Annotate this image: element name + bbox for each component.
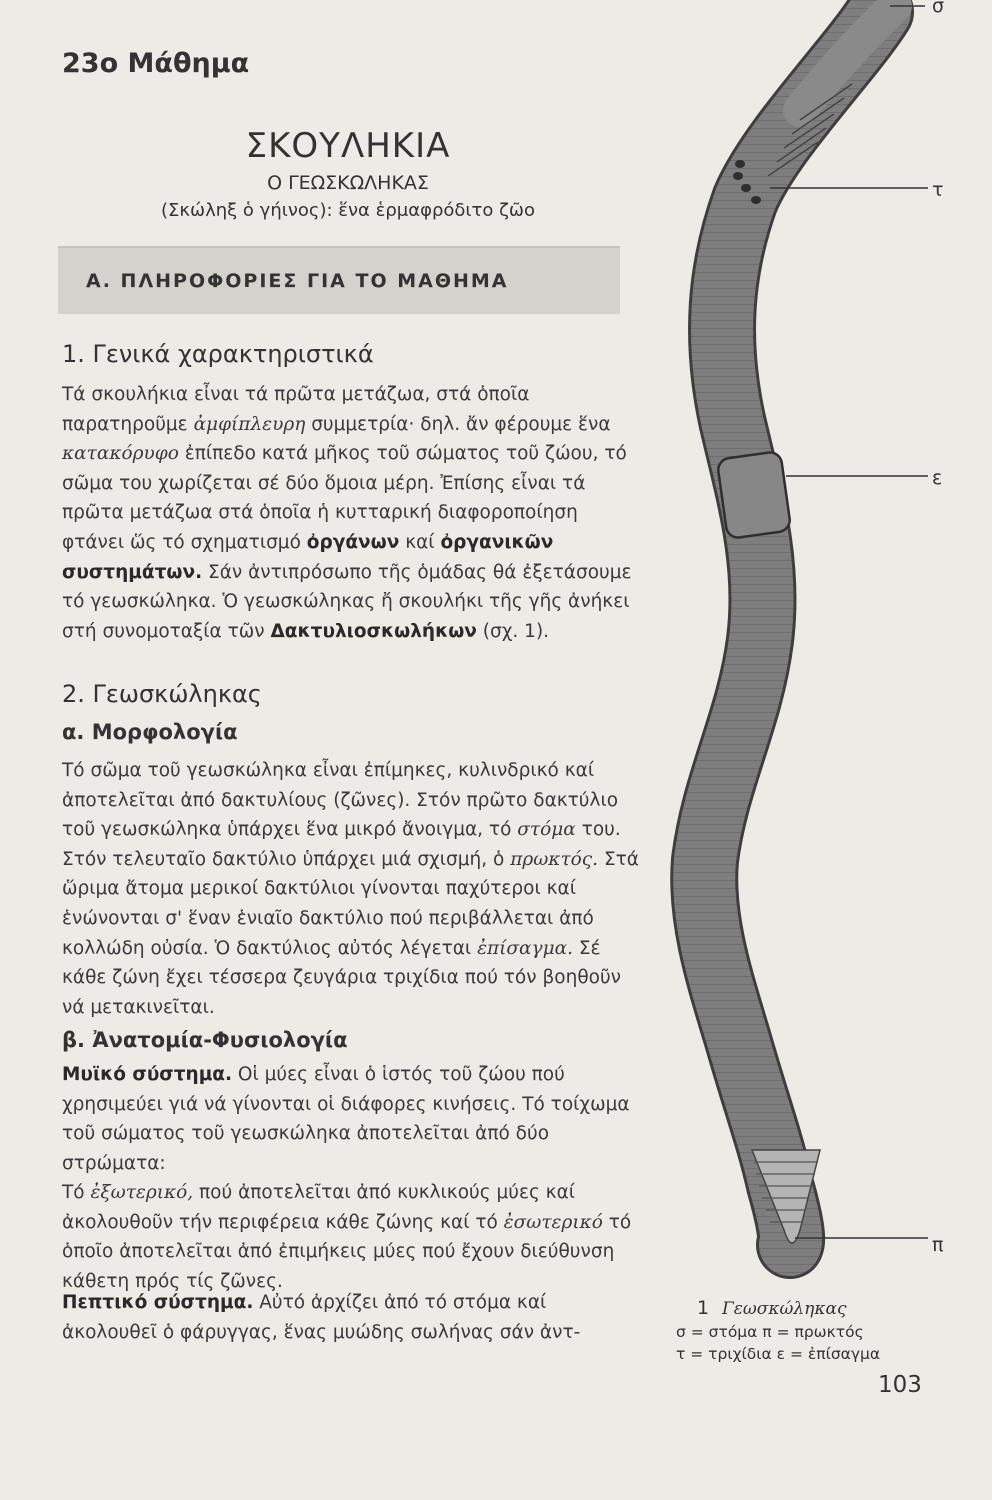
section-banner-text: Α. ΠΛΗΡΟΦΟΡΙΕΣ ΓΙΑ ΤΟ ΜΑΘΗΜΑ (86, 270, 509, 292)
bold-digestive-system: Πεπτικό σύστημα. (62, 1292, 254, 1313)
emphasis-outer: ἐξωτερικό, (90, 1182, 194, 1203)
emphasis-bilateral: ἀμφίπλευρη (193, 413, 306, 435)
lesson-number: 23ο Μάθημα (62, 48, 250, 79)
paragraph-digestive-system: Πεπτικό σύστημα. Αὐτό ἀρχίζει ἀπό τό στόμα καί ἀκολουθεῖ ὁ φάρυγγας, ἕνας μυώδης σωλήνας σάν ἀντ- (62, 1292, 581, 1343)
section-banner (58, 246, 620, 314)
page-subtitle: Ο ΓΕΩΣΚΩΛΗΚΑΣ (267, 172, 429, 194)
heading-anatomy-physiology: β. Ἀνατομία-Φυσιολογία (62, 1028, 348, 1052)
paragraph-muscular-system: Μυϊκό σύστημα. Οἱ μύες εἶναι ὁ ἱστός τοῦ ζώου πού χρησιμεύει γιά νά γίνονται οἱ διάφορες κινήσεις. Τό τοίχωμα τοῦ σώματος τοῦ γεωσκώληκα ἀποτελεῖται ἀπό δύο στρώματα: (62, 1064, 630, 1174)
label-mouth: σ (932, 0, 945, 17)
page-title: ΣΚΟΥΛΗΚΙΑ (245, 126, 451, 166)
label-anus: π (932, 1234, 944, 1256)
page-description: (Σκώληξ ὁ γήινος): ἕνα ἑρμαφρόδιτο ζῶο (161, 200, 535, 221)
page-number: 103 (878, 1372, 922, 1398)
bold-organs: ὀργάνων (306, 531, 400, 553)
heading-earthworm: 2. Γεωσκώληκας (62, 680, 262, 708)
emphasis-vertical: κατακόρυφο (62, 443, 179, 465)
paragraph-muscle-layers: Τό ἐξωτερικό, πού ἀποτελεῖται ἀπό κυκλικούς μύες καί ἀκολουθοῦν τήν περιφέρεια κάθε ζώνης καί τό ἐσωτερικό τό ὁποῖο ἀποτελεῖται ἀπό ἐπιμήκεις μύες πού ἔχουν διεύθυνση κάθετη πρός τίς ζῶνες. (62, 1182, 632, 1292)
figure-number: 1 (697, 1297, 710, 1319)
emphasis-inner: ἐσωτερικό (503, 1211, 603, 1233)
figure-legend-line-1: σ = στόμα π = πρωκτός (676, 1323, 864, 1341)
figure-legend-line-2: τ = τριχίδια ε = ἐπίσαγμα (676, 1345, 881, 1363)
bold-muscular-system: Μυϊκό σύστημα. (62, 1064, 233, 1085)
label-bristles: τ (932, 179, 944, 201)
emphasis-mouth: στόμα (517, 819, 576, 841)
worm-body (704, 12, 880, 1245)
heading-morphology: α. Μορφολογία (62, 720, 238, 744)
emphasis-anus: πρωκτός. (510, 848, 599, 870)
bold-organ-systems: ὀργανικῶν συστημάτων. (62, 531, 554, 583)
paragraph-morphology: Τό σῶμα τοῦ γεωσκώληκα εἶναι ἐπίμηκες, κυλινδρικό καί ἀποτελεῖται ἀπό δακτυλίους (ζῶνες). Στόν πρῶτο δακτύλιο τοῦ γεωσκώληκα ὑπάρχει ἕνα μικρό ἄνοιγμα, τό στόμα του. Στόν τελευταῖο δακτύλιο ὑπάρχει μιά σχισμή, ὁ πρωκτός. Στά ὥριμα ἄτομα μερικοί δακτύλιοι γίνονται παχύτεροι καί ἑνώνονται σ' ἕναν ἑνιαῖο δακτύλιο πού περιβάλλεται ἀπό κολλώδη οὐσία. Ὁ δακτύλιος αὐτός λέγεται ἐπίσαγμα. Σέ κάθε ζώνη ἔχει τέσσερα ζευγάρια τριχίδια πού τόν βοηθοῦν νά μετακινεῖται. (62, 760, 639, 1018)
bold-annelids: Δακτυλιοσκωλήκων (270, 620, 477, 642)
figure-title: Γεωσκώληκας (722, 1299, 847, 1319)
heading-general-characteristics: 1. Γενικά χαρακτηριστικά (62, 340, 374, 368)
paragraph-general: Τά σκουλήκια εἶναι τά πρῶτα μετάζωα, στά ὁποῖα παρατηροῦμε ἀμφίπλευρη συμμετρία· δηλ. ἄν φέρουμε ἕνα κατακόρυφο ἐπίπεδο κατά μῆκος τοῦ σώματος τοῦ ζώου, τό σῶμα του χωρίζεται σέ δύο ὅμοια μέρη. Ἐπίσης εἶναι τά πρῶτα μετάζωα στά ὁποῖα ἡ κυτταρική διαφοροποίηση φτάνει ὥς τό σχηματισμό ὀργάνων καί ὀργανικῶν συστημάτων. Σάν ἀντιπρόσωπο τῆς ὁμάδας θά ἐξετάσουμε τό γεωσκώληκα. Ὁ γεωσκώληκας ἤ σκουλήκι τῆς γῆς ἀνήκει στή συνομοταξία τῶν Δακτυλιοσκωλήκων (σχ. 1). (62, 384, 632, 642)
earthworm-figure (640, 0, 992, 1300)
clitellum (717, 451, 792, 539)
label-clitellum: ε (932, 467, 943, 489)
emphasis-clitellum: ἐπίσαγμα. (477, 937, 573, 959)
